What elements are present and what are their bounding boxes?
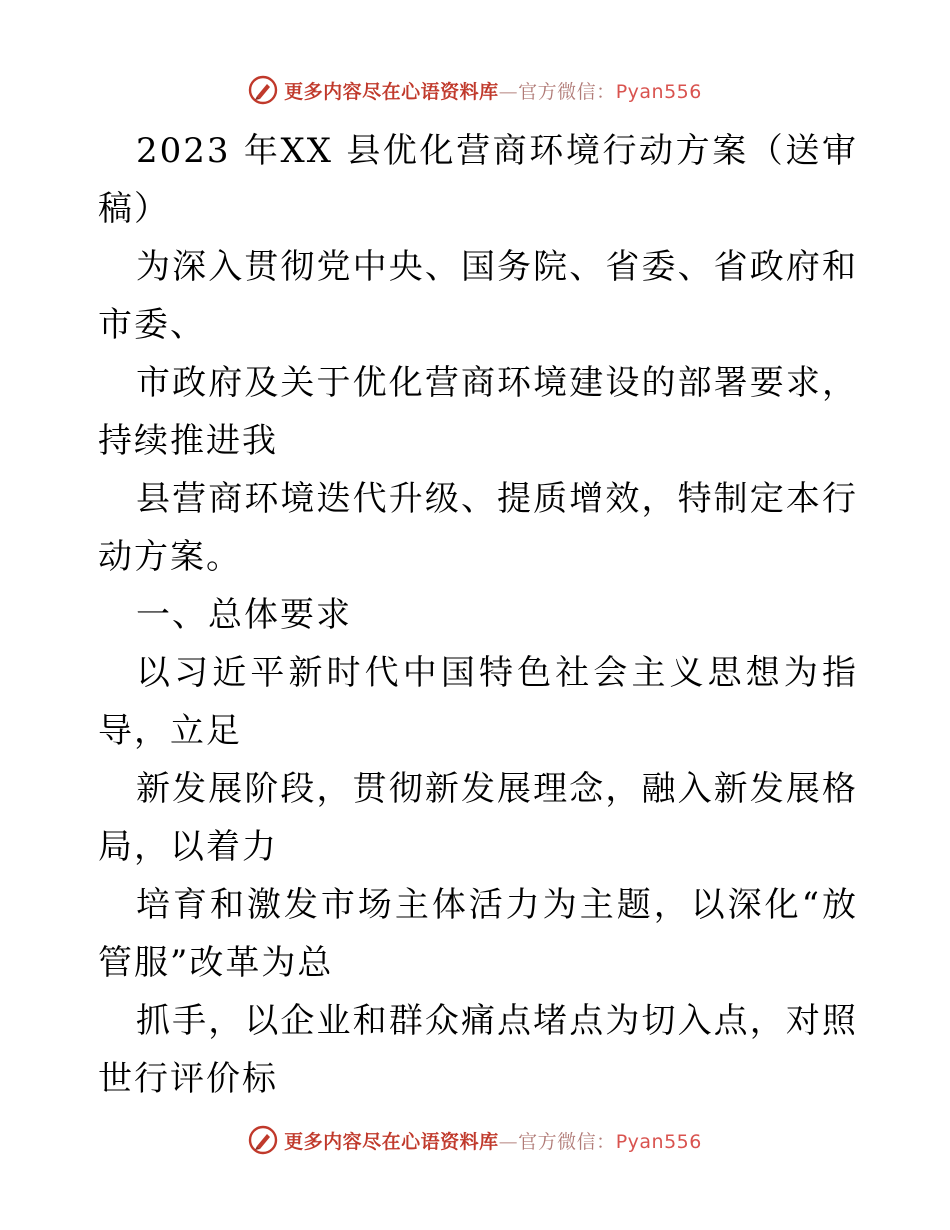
watermark-header <box>0 72 950 108</box>
watermark-wechat-id: Pyan556 <box>615 1130 702 1153</box>
watermark-wechat-id: Pyan556 <box>615 80 702 103</box>
document-paragraph: 为深入贯彻党中央、国务院、省委、省政府和市委、 <box>98 247 858 345</box>
document-paragraph: 培育和激发市场主体活力为主题，以深化“放管服”改革为总 <box>98 885 858 983</box>
watermark-separator: — <box>498 1130 519 1153</box>
watermark-main-text: 更多内容尽在心语资料库 <box>284 1130 499 1153</box>
document-paragraph: 县营商环境迭代升级、提质增效，特制定本行动方案。 <box>98 479 858 577</box>
document-title: 2023 年XX 县优化营商环境行动方案（送审稿） <box>98 131 858 229</box>
document-paragraph: 新发展阶段，贯彻新发展理念，融入新发展格局，以着力 <box>98 769 858 867</box>
document-body <box>98 122 858 1108</box>
document-paragraph: 抓手，以企业和群众痛点堵点为切入点，对照世行评价标 <box>98 1001 858 1099</box>
document-paragraph: 以习近平新时代中国特色社会主义思想为指导，立足 <box>98 653 858 751</box>
watermark-sub-text: 官方微信： <box>518 80 616 103</box>
pen-logo-icon <box>248 75 278 105</box>
watermark-text <box>284 1127 702 1154</box>
watermark-separator: — <box>498 80 519 103</box>
watermark-footer <box>0 1122 950 1158</box>
watermark-text <box>284 77 702 104</box>
pen-logo-icon <box>248 1125 278 1155</box>
document-paragraph: 市政府及关于优化营商环境建设的部署要求，持续推进我 <box>98 363 858 461</box>
watermark-main-text: 更多内容尽在心语资料库 <box>284 80 499 103</box>
section-heading: 一、总体要求 <box>136 595 352 635</box>
watermark-sub-text: 官方微信： <box>518 1130 616 1153</box>
